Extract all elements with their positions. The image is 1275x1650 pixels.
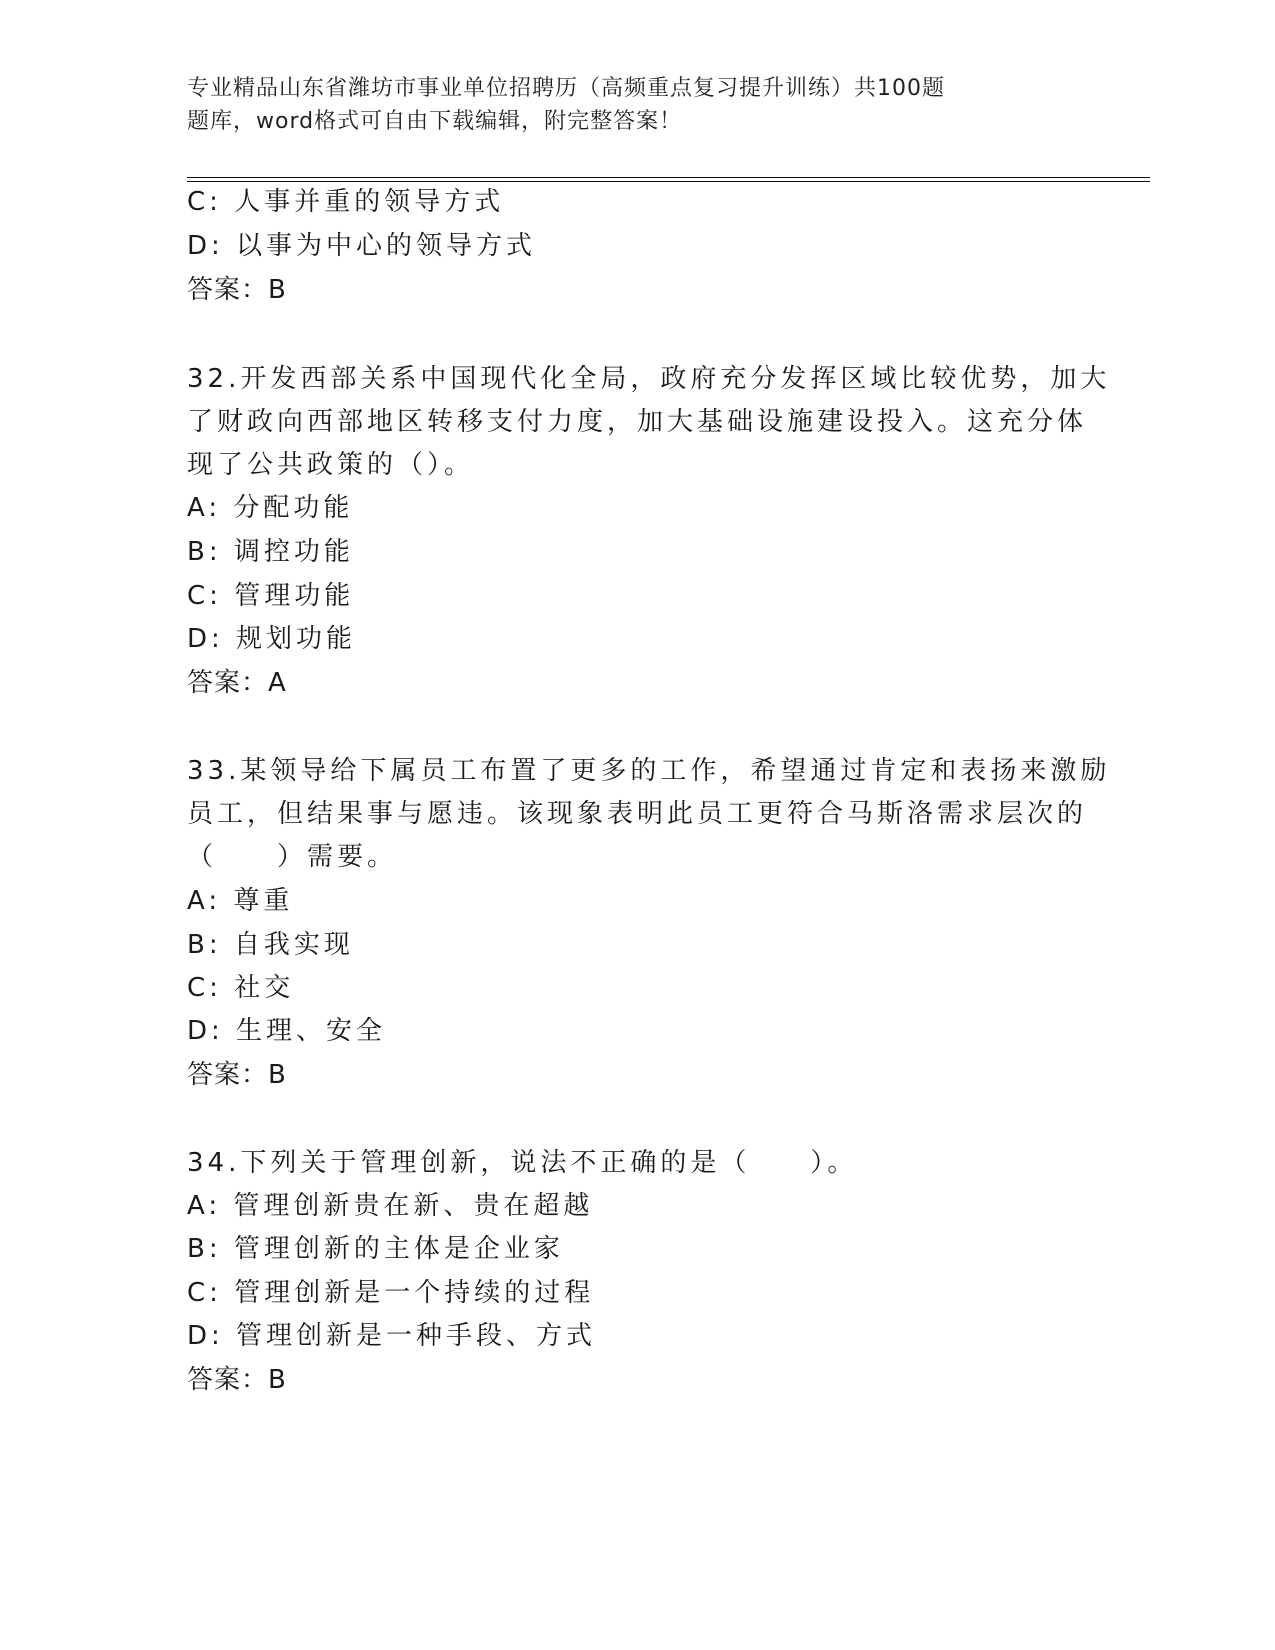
option-label: A:: [187, 1191, 222, 1221]
option-text: 人事并重的领导方式: [234, 187, 505, 217]
option-line: [187, 184, 504, 220]
option-line: [187, 578, 354, 614]
option-line: [187, 228, 536, 264]
option-label: C:: [187, 1278, 222, 1308]
option-label: D:: [187, 1016, 224, 1046]
option-label: A:: [187, 493, 222, 523]
option-text: 管理创新的主体是企业家: [233, 1234, 564, 1264]
answer-line: 答案：B: [187, 1365, 287, 1395]
option-label: D:: [187, 231, 224, 261]
question-stem-line: 33.某领导给下属员工布置了更多的工作，希望通过肯定和表扬来激励: [187, 756, 1111, 786]
option-line: [187, 1318, 596, 1354]
option-label: D:: [187, 1321, 224, 1351]
option-text: 自我实现: [233, 930, 354, 960]
option-label: B:: [187, 537, 222, 567]
question-stem-line: （ ）需要。: [187, 842, 398, 872]
option-text: 管理创新贵在新、贵在超越: [233, 1191, 594, 1221]
option-line: [187, 927, 354, 963]
option-text: 管理功能: [234, 581, 355, 611]
question-stem-line: 现了公共政策的（）。: [187, 450, 475, 480]
question-stem-line: 了财政向西部地区转移支付力度，加大基础设施建设投入。这充分体: [187, 407, 1088, 437]
option-label: C:: [187, 187, 222, 217]
option-line: [187, 534, 354, 570]
question-stem-line: 32.开发西部关系中国现代化全局，政府充分发挥区域比较优势，加大: [187, 364, 1111, 394]
option-label: B:: [187, 1234, 222, 1264]
option-text: 分配功能: [233, 493, 354, 523]
option-line: [187, 970, 294, 1006]
option-text: 以事为中心的领导方式: [236, 231, 537, 261]
option-label: B:: [187, 930, 222, 960]
question-stem-line: 员工，但结果事与愿违。该现象表明此员工更符合马斯洛需求层次的: [187, 799, 1088, 829]
option-line: [187, 1013, 386, 1049]
option-line: [187, 1188, 593, 1224]
header-divider-top: [187, 177, 1150, 178]
header-divider-bottom: [187, 181, 1150, 182]
option-text: 调控功能: [233, 537, 354, 567]
answer-line: 答案：A: [187, 668, 287, 698]
option-label: D:: [187, 624, 224, 654]
option-label: A:: [187, 886, 222, 916]
option-label: C:: [187, 973, 222, 1003]
answer-line: 答案：B: [187, 1060, 287, 1090]
option-line: [187, 883, 293, 919]
option-label: C:: [187, 581, 222, 611]
option-text: 生理、安全: [236, 1016, 387, 1046]
option-line: [187, 1275, 594, 1311]
answer-line: 答案：B: [187, 275, 287, 305]
header-line-2: 题库，word格式可自由下载编辑，附完整答案！: [187, 109, 683, 134]
option-line: [187, 621, 356, 657]
option-line: [187, 490, 353, 526]
header-line-1: 专业精品山东省潍坊市事业单位招聘历（高频重点复习提升训练）共100题: [187, 76, 945, 101]
document-header: [187, 72, 1047, 138]
option-text: 规划功能: [236, 624, 357, 654]
question-stem-line: 34.下列关于管理创新，说法不正确的是（ ）。: [187, 1148, 858, 1178]
option-text: 尊重: [233, 886, 294, 916]
option-text: 社交: [234, 973, 295, 1003]
option-text: 管理创新是一个持续的过程: [234, 1278, 595, 1308]
option-text: 管理创新是一种手段、方式: [236, 1321, 597, 1351]
option-line: [187, 1231, 564, 1267]
